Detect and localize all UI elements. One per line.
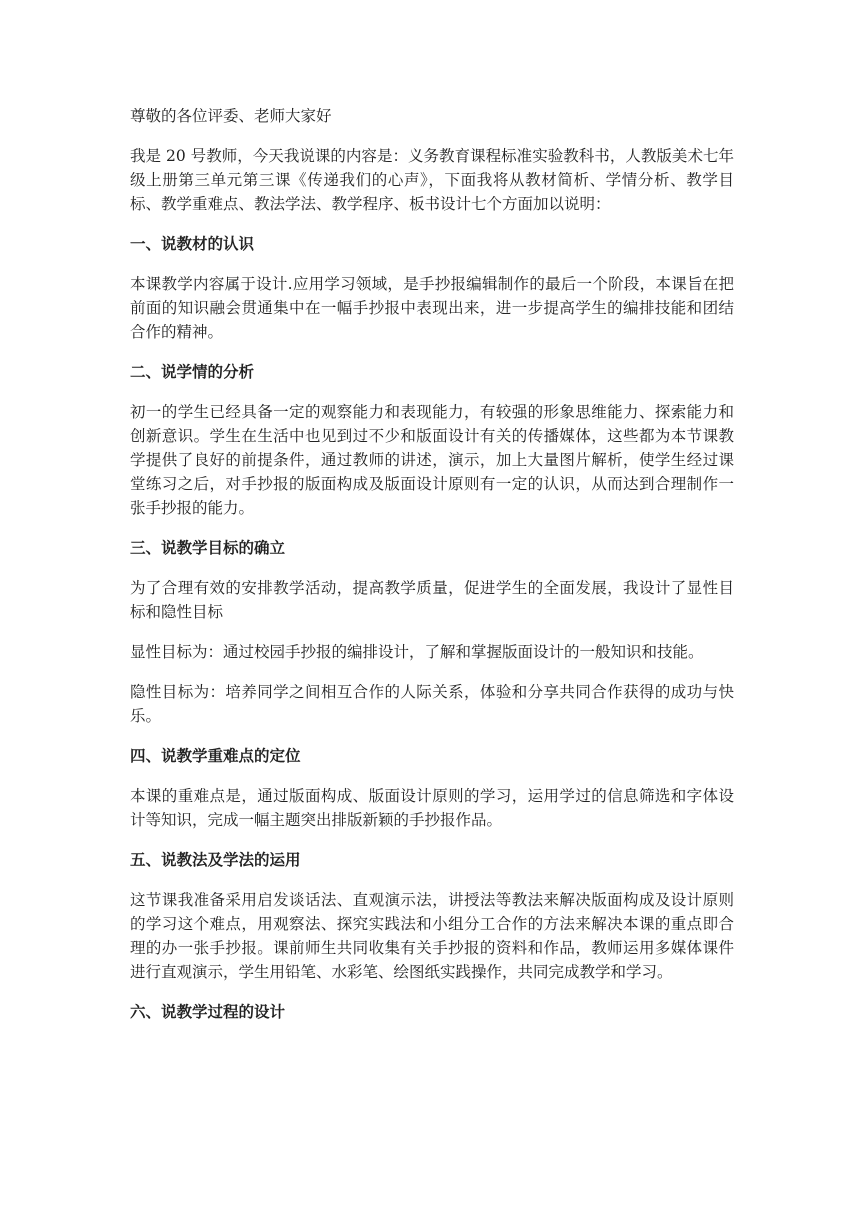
section-heading: 二、说学情的分析 bbox=[130, 363, 255, 381]
section-heading: 五、说教法及学法的运用 bbox=[130, 851, 301, 869]
greeting: 尊敬的各位评委、老师大家好 bbox=[130, 107, 332, 125]
section-paragraph: 本课的重难点是，通过版面构成、版面设计原则的学习，运用学过的信息筛选和字体设计等知识，完成一幅主题突出排版新颖的手抄报作品。 bbox=[130, 787, 734, 829]
section-paragraph: 初一的学生已经具备一定的观察能力和表现能力，有较强的形象思维能力、探索能力和创新意识。学生在生活中也见到过不少和版面设计有关的传播媒体，这些都为本节课教学提供了良好的前提条件，通过教师的讲述，演示，加上大量图片解析，使学生经过课堂练习之后，对手抄报的版面构成及版面设计原则有一定的认识，从而达到合理制作一张手抄报的能力。 bbox=[130, 403, 734, 517]
document-body bbox=[130, 104, 734, 1040]
section-paragraph: 显性目标为：通过校园手抄报的编排设计，了解和掌握版面设计的一般知识和技能。 bbox=[130, 643, 704, 661]
section-heading: 一、说教材的认识 bbox=[130, 235, 255, 253]
section-paragraph: 隐性目标为：培养同学之间相互合作的人际关系，体验和分享共同合作获得的成功与快乐。 bbox=[130, 683, 734, 725]
section-paragraph: 为了合理有效的安排教学活动，提高教学质量，促进学生的全面发展，我设计了显性目标和隐性目标 bbox=[130, 579, 734, 621]
section-heading: 三、说教学目标的确立 bbox=[130, 539, 286, 557]
section-heading: 四、说教学重难点的定位 bbox=[130, 747, 301, 765]
section-paragraph: 本课教学内容属于设计.应用学习领域，是手抄报编辑制作的最后一个阶段，本课旨在把前面的知识融会贯通集中在一幅手抄报中表现出来，进一步提高学生的编排技能和团结合作的精神。 bbox=[130, 275, 734, 341]
section-paragraph: 这节课我准备采用启发谈话法、直观演示法，讲授法等教法来解决版面构成及设计原则的学习这个难点，用观察法、探究实践法和小组分工合作的方法来解决本课的重点即合理的办一张手抄报。课前师生共同收集有关手抄报的资料和作品，教师运用多媒体课件进行直观演示，学生用铅笔、水彩笔、绘图纸实践操作，共同完成教学和学习。 bbox=[130, 891, 734, 981]
section-heading: 六、说教学过程的设计 bbox=[130, 1003, 286, 1021]
intro-paragraph: 我是 20 号教师，今天我说课的内容是：义务教育课程标准实验教科书，人教版美术七年级上册第三单元第三课《传递我们的心声》，下面我将从教材简析、学情分析、教学目标、教学重难点、教法学法、教学程序、板书设计七个方面加以说明： bbox=[130, 147, 734, 213]
